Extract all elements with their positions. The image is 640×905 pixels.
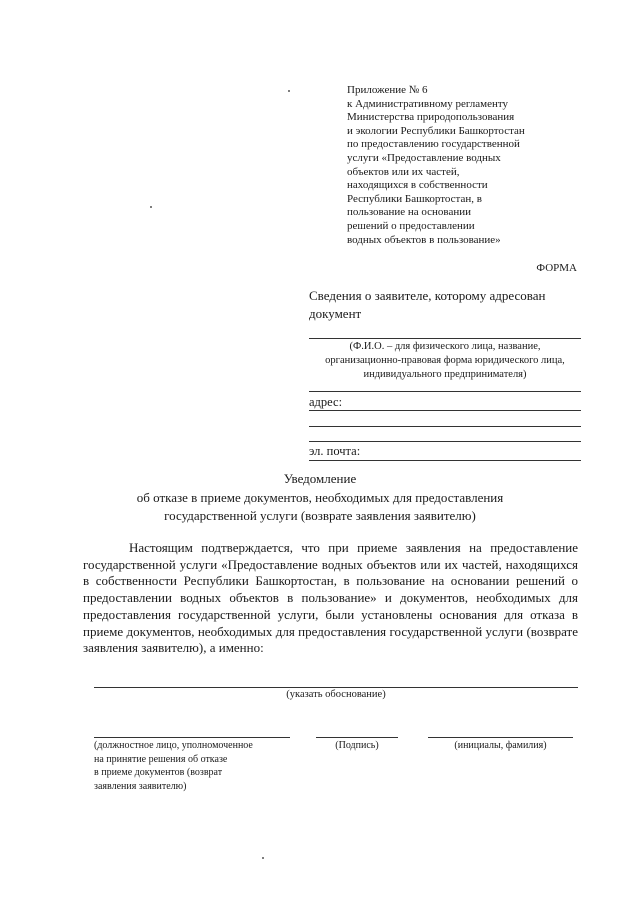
notice-subtitle-line1: об отказе в приеме документов, необходимых для предоставления (136, 490, 504, 505)
appendix-line: Приложение № 6 (347, 84, 428, 96)
fio-extra-line (309, 391, 581, 392)
address-label: адрес: (309, 395, 343, 409)
official-caption-line: заявления заявителю) (94, 780, 187, 792)
fio-hint-line: организационно-правовая форма юридического лица, (325, 355, 565, 366)
address-line-2 (309, 426, 581, 427)
scan-speck (288, 90, 290, 92)
fio-hint (309, 340, 581, 382)
appendix-line: и экологии Республики Башкортостан (347, 124, 525, 137)
appendix-header (347, 84, 592, 247)
appendix-line: Республики Башкортостан, в (347, 192, 482, 205)
notice-title: Уведомление (283, 471, 357, 486)
official-caption-line: (должностное лицо, уполномоченное (94, 740, 253, 751)
fio-hint-line: (Ф.И.О. – для физического лица, название, (349, 341, 541, 352)
appendix-line: пользование на основании (347, 206, 472, 219)
appendix-line: Министерства природопользования (347, 111, 515, 124)
notice-body (83, 540, 578, 657)
signature-line (316, 737, 398, 738)
scan-speck (262, 857, 264, 859)
fio-hint-line: индивидуального предпринимателя) (363, 369, 527, 380)
recipient-title: Сведения о заявителе, которому адресован документ (309, 288, 546, 321)
official-caption (94, 739, 304, 793)
appendix-line: водных объектов в пользование» (347, 233, 501, 246)
appendix-line: по предоставлению государственной (347, 138, 520, 151)
official-caption-line: на принятие решения об отказе (94, 753, 228, 765)
scan-speck (150, 206, 152, 208)
name-line (428, 737, 573, 738)
appendix-line: к Административному регламенту (347, 97, 509, 110)
address-line (309, 410, 581, 411)
notice-subtitle-line2: государственной услуги (возврате заявления заявителю) (164, 508, 476, 523)
appendix-line: услуги «Предоставление водных (347, 151, 501, 164)
name-hint: (инициалы, фамилия) (454, 740, 547, 751)
official-caption-line: в приеме документов (возврат (94, 767, 223, 778)
signature-hint: (Подпись) (335, 740, 379, 751)
notice-body-text: Настоящим подтверждается, что при приеме заявления на предоставление государственной услуги «Предоставление водных объектов или их частей, находящихся в собственности Республики Башкортостан, в пользование на основании решений о предоставлении водных объектов в пользование» и документов, необходимых для предоставления государственной услуги, были установлены основания для отказа в приеме документов, необходимых для предоставления государственной услуги (возврате заявления заявителю), а именно: (83, 540, 578, 656)
justification-hint: (указать обоснование) (286, 689, 386, 700)
email-label: эл. почта: (309, 444, 361, 458)
appendix-line: находящихся в собственности (347, 179, 488, 192)
form-label: ФОРМА (536, 262, 577, 274)
email-line (309, 460, 581, 461)
appendix-line: объектов или их частей, (347, 165, 460, 178)
appendix-line: решений о предоставлении (347, 219, 475, 232)
address-line-3 (309, 441, 581, 442)
fio-line (309, 338, 581, 339)
official-line (94, 737, 290, 738)
